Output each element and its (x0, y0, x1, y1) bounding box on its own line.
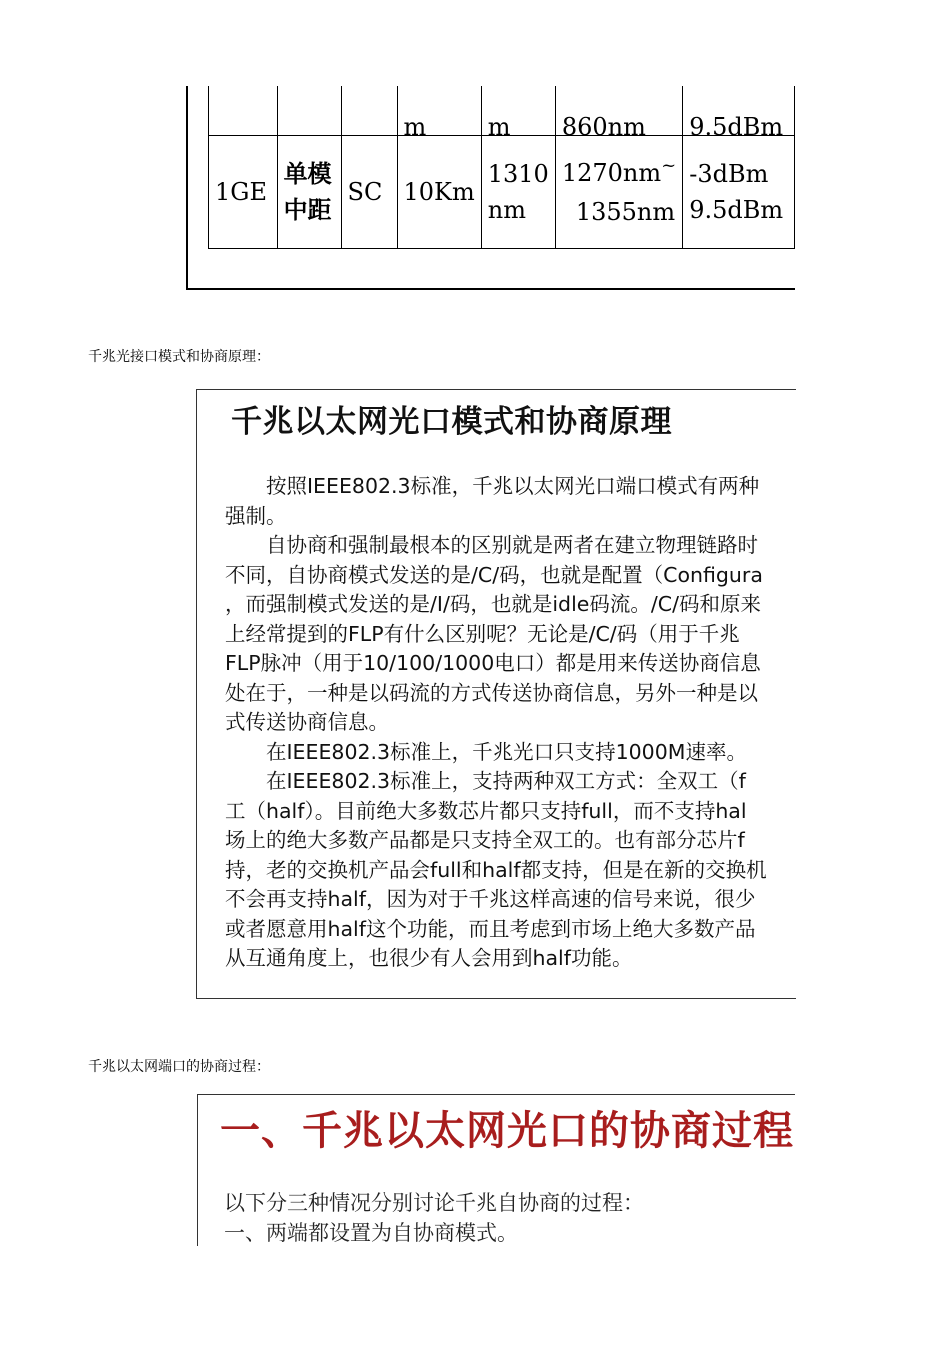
table-cell (209, 86, 278, 136)
table-cell: 860nm (555, 86, 682, 136)
slide-mode-principle (196, 389, 796, 999)
slide-line: 或者愿意用half这个功能，而且考虑到市场上绝大多数产品 (225, 916, 756, 941)
slide-line: 强制。 (225, 503, 287, 528)
power-line1: -3dBm (689, 160, 769, 188)
table-cell: m (481, 86, 555, 136)
slide-line: 场上的绝大多数产品都是只支持全双工的。也有部分芯片f (225, 828, 745, 852)
caption-negotiation-process: 千兆以太网端口的协商过程： (88, 1059, 270, 1075)
slide-title: 千兆以太网光口模式和协商原理 (231, 404, 672, 440)
table-cell (341, 86, 397, 136)
connector-cell: SC (341, 136, 397, 249)
power-cell (683, 136, 795, 249)
slide-line: 从互通角度上，也很少有人会用到half功能。 (225, 946, 633, 970)
power-line2: 9.5dBm (689, 196, 784, 224)
slide-title: 一、千兆以太网光口的协商过程 (220, 1107, 794, 1154)
range-line1: 1270nm~ (561, 154, 677, 187)
slide-line: 以下分三种情况分别讨论千兆自协商的过程： (224, 1191, 644, 1215)
slide-line: ，而强制模式发送的是/I/码，也就是idle码流。/C/码和原来 (225, 592, 762, 616)
caption-mode-principle: 千兆光接口模式和协商原理： (88, 349, 270, 365)
wavelength-line1: 1310 (487, 160, 549, 188)
slide-line: 在IEEE802.3标准上，千兆光口只支持1000M速率。 (225, 739, 747, 764)
slide-line: 式传送协商信息。 (225, 710, 389, 734)
table-cell (277, 86, 341, 136)
slide-line: 自协商和强制最根本的区别就是两者在建立物理链路时 (225, 533, 758, 557)
range-cell (555, 136, 682, 249)
slide-line: 持，老的交换机产品会full和half都支持，但是在新的交换机 (225, 857, 767, 882)
slide-line: 不同，自协商模式发送的是/C/码，也就是配置（Configura (225, 562, 763, 587)
wavelength-line2: nm (487, 196, 526, 224)
table-cell: m (397, 86, 481, 136)
table-row (209, 136, 795, 249)
slide-line: 处在于，一种是以码流的方式传送协商信息，另外一种是以 (225, 680, 758, 705)
table-cell: 9.5dBm (683, 86, 795, 136)
slide-line: 工（half）。目前绝大多数芯片都只支持full，而不支持hal (225, 798, 747, 823)
spec-table (208, 86, 795, 249)
mode-cell (277, 136, 341, 249)
slide-line: 上经常提到的FLP有什么区别呢？无论是/C/码（用于千兆 (225, 621, 740, 646)
slide-line: 不会再支持half，因为对于千兆这样高速的信号来说，很少 (225, 887, 756, 911)
slide-line: FLP脉冲（用于10/100/1000电口）都是用来传送协商信息 (225, 651, 761, 675)
slide-line: 按照IEEE802.3标准，千兆以太网光口端口模式有两种 (225, 474, 760, 498)
spec-table-image (186, 86, 795, 290)
mode-line2: 中距 (283, 195, 332, 224)
slide-line: 在IEEE802.3标准上，支持两种双工方式：全双工（f (225, 769, 746, 793)
slide-negotiation-process (197, 1094, 795, 1246)
range-line2: 1355nm (575, 197, 676, 226)
slide-line: 一、两端都设置为自协商模式。 (224, 1221, 518, 1245)
wavelength-cell (481, 136, 555, 249)
mode-line1: 单模 (283, 159, 332, 188)
slide-body (225, 472, 796, 974)
rate-cell: 1GE (209, 136, 278, 249)
distance-cell: 10Km (397, 136, 481, 249)
table-row (209, 86, 795, 136)
